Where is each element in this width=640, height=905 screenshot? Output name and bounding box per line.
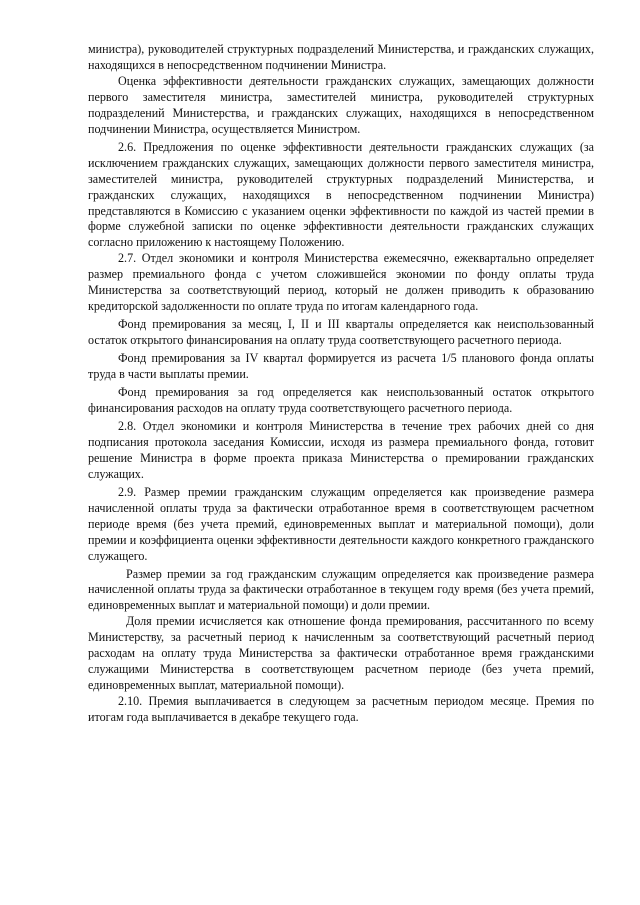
paragraph-2-10: 2.10. Премия выплачивается в следующем за расчетным периодом месяце. Премия по итогам года выплачивается в декабре текущего года. xyxy=(88,694,594,725)
paragraph-2-7: 2.7. Отдел экономики и контроля Министерства ежемесячно, ежеквартально определяет размер премиального фонда с учетом сложившейся экономии по фонду оплаты труда Министерства за соответствующий период, который не должен приводить к образованию кредиторской задолженности по оплате труда по итогам календарного года. xyxy=(88,251,594,314)
paragraph-continuation: министра), руководителей структурных подразделений Министерства, и гражданских служащих, находящихся в непосредственном подчинении Министра. xyxy=(88,42,594,72)
paragraph-fund-q4: Фонд премирования за IV квартал формируется из расчета 1/5 планового фонда оплаты труда в части выплаты премии. xyxy=(88,351,594,382)
paragraph-evaluation-by-minister: Оценка эффективности деятельности гражданских служащих, замещающих должности первого заместителя министра, заместителей министра, руководителей структурных подразделений Министерства, и гражданских служащих, находящихся в непосредственном подчинении Министра, осуществляется Министром. xyxy=(88,73,594,136)
paragraph-annual-bonus-size: Размер премии за год гражданским служащим определяется как произведение размера начисленной оплаты труда за фактически отработанное в текущем году время (без учета премий, единовременных выплат и материальной помощи) и доли премии. xyxy=(88,566,594,613)
paragraph-2-6: 2.6. Предложения по оценке эффективности деятельности гражданских служащих (за исключением гражданских служащих, замещающих должности первого заместителя министра, заместителей министра, руководителей структурных подразделений Министерства, и гражданских служащих, находящихся в непосредственном подчинении Министра) представляются в Комиссию с указанием оценки эффективности по каждой из частей премии в форме служебной записки по оценке эффективности деятельности гражданских служащих согласно приложению к настоящему Положению. xyxy=(88,139,594,250)
paragraph-bonus-share: Доля премии исчисляется как отношение фонда премирования, рассчитанного по всему Министерству, за расчетный период к начисленным за соответствующий расчетный период расходам на оплату труда Министерства за фактически отработанное время гражданскими служащими Министерства в соответствующем расчетном периоде (без учета премий, единовременных выплат, материальной помощи). xyxy=(88,614,594,693)
document-page xyxy=(88,42,594,726)
paragraph-2-8: 2.8. Отдел экономики и контроля Министерства в течение трех рабочих дней со дня подписания протокола заседания Комиссии, исходя из размера премиального фонда, готовит решение Министра в форме проекта приказа Министерства о премировании гражданских служащих. xyxy=(88,418,594,481)
paragraph-fund-month-quarters: Фонд премирования за месяц, I, II и III кварталы определяется как неиспользованный остаток открытого финансирования на оплату труда соответствующего расчетного периода. xyxy=(88,317,594,348)
paragraph-fund-year: Фонд премирования за год определяется как неиспользованный остаток открытого финансирования расходов на оплату труда соответствующего расчетного периода. xyxy=(88,385,594,415)
paragraph-2-9: 2.9. Размер премии гражданским служащим определяется как произведение размера начисленной оплаты труда за фактически отработанное время в соответствующем расчетном периоде время (без учета премий, единовременных выплат и материальной помощи), доли премии и коэффициента оценки эффективности деятельности каждого конкретного гражданского служащего. xyxy=(88,484,594,563)
